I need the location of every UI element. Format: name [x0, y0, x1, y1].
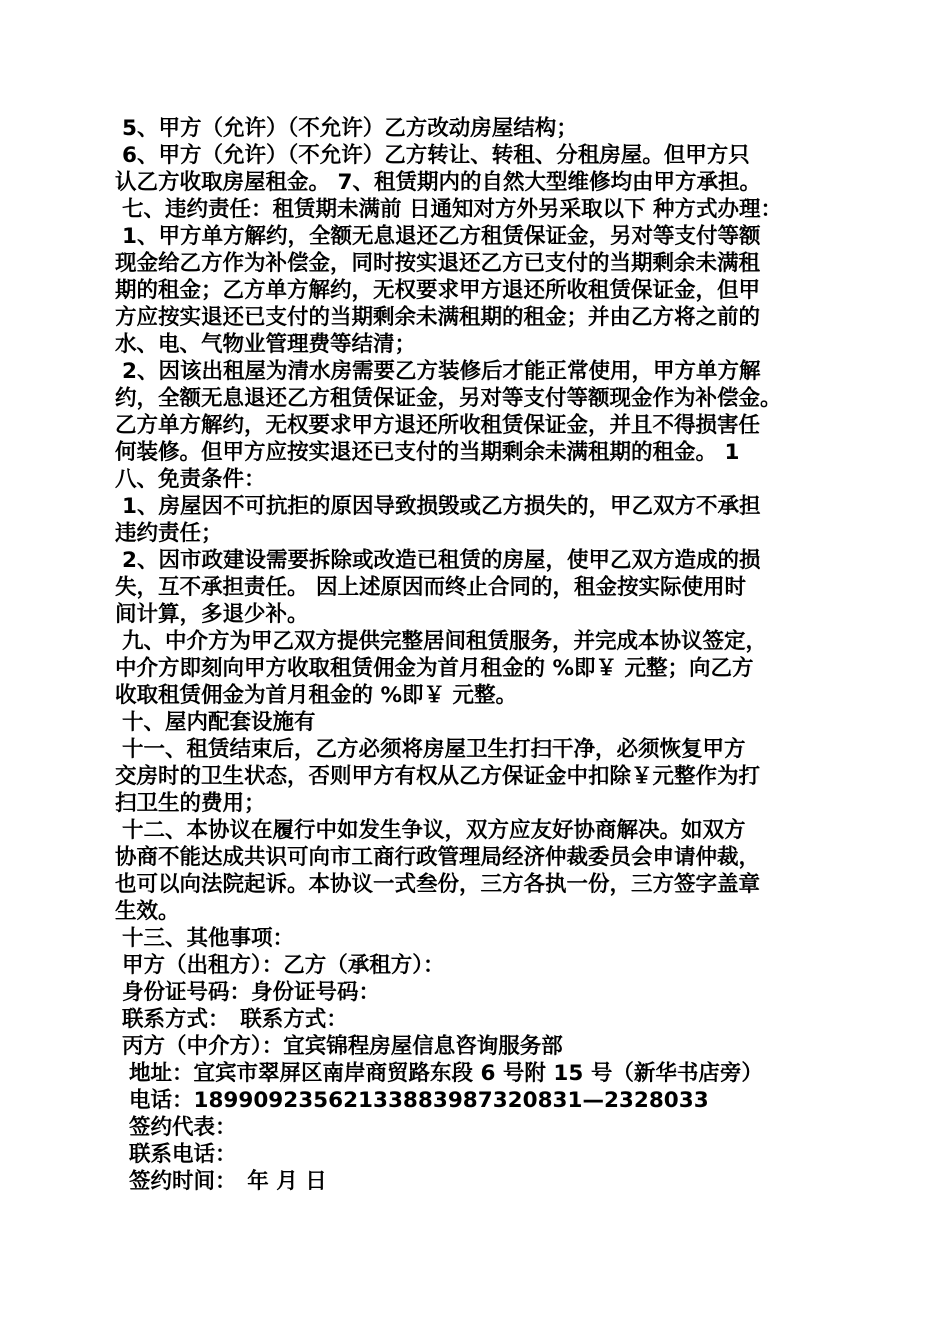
clause-6: 6、甲方（允许）（不允许）乙方转让、转租、分租房屋。但甲方只 [122, 143, 750, 168]
section-7-item-2-cont: 何装修。但甲方应按实退还已支付的当期剩余未满租期的租金。 1 [115, 440, 740, 465]
clause-5: 5、甲方（允许）（不允许）乙方改动房屋结构； [122, 116, 578, 141]
clause-6-cont: 认乙方收取房屋租金。 7、租赁期内的自然大型维修均由甲方承担。 [115, 170, 761, 195]
section-12-cont: 也可以向法院起诉。本协议一式叁份，三方各执一份，三方签字盖章 [115, 872, 761, 897]
section-9-cont: 中介方即刻向甲方收取租赁佣金为首月租金的 %即￥ 元整；向乙方 [115, 656, 754, 681]
section-12: 十二、本协议在履行中如发生争议，双方应友好协商解决。如双方 [122, 818, 746, 843]
contract-text [115, 115, 845, 1195]
party-c-label: 丙方（中介方）：宜宾锦程房屋信息咨询服务部 [122, 1034, 563, 1059]
contact-label: 联系方式： 联系方式： [122, 1007, 348, 1032]
section-7-item-1-cont: 水、电、气物业管理费等结清； [115, 332, 417, 357]
section-8-item-2: 2、因市政建设需要拆除或改造已租赁的房屋，使甲乙双方造成的损 [122, 548, 761, 573]
section-7-item-2-cont: 约，全额无息退还乙方租赁保证金，另对等支付等额现金作为补偿金。 [115, 386, 782, 411]
section-9-cont: 收取租赁佣金为首月租金的 %即￥ 元整。 [115, 683, 518, 708]
section-11-cont: 扫卫生的费用； [115, 791, 266, 816]
id-number-label: 身份证号码：身份证号码： [122, 980, 381, 1005]
section-7-item-1-cont: 方应按实退还已支付的当期剩余未满租期的租金；并由乙方将之前的 [115, 305, 761, 330]
section-8-item-2-cont: 间计算，多退少补。 [115, 602, 309, 627]
section-11: 十一、租赁结束后，乙方必须将房屋卫生打扫干净，必须恢复甲方 [122, 737, 746, 762]
contact-phone-label: 联系电话： [129, 1142, 237, 1167]
section-12-cont: 生效。 [115, 899, 180, 924]
signing-date-label: 签约时间： 年 月 日 [129, 1169, 327, 1194]
signing-rep-label: 签约代表： [129, 1115, 237, 1140]
section-10: 十、屋内配套设施有 [122, 710, 316, 735]
section-7-item-1-cont: 期的租金；乙方单方解约，无权要求甲方退还所收租赁保证金，但甲 [115, 278, 761, 303]
party-a-b-label: 甲方（出租方）：乙方（承租方）： [122, 953, 445, 978]
section-8-item-1-cont: 违约责任； [115, 521, 223, 546]
section-12-cont: 协商不能达成共识可向市工商行政管理局经济仲裁委员会申请仲裁， [115, 845, 761, 870]
section-8-heading: 八、免责条件： [115, 467, 266, 492]
phone-line: 电话：18990923562133883987320831—2328033 [129, 1088, 709, 1113]
section-11-cont: 交房时的卫生状态，否则甲方有权从乙方保证金中扣除￥元整作为打 [115, 764, 761, 789]
section-7-heading: 七、违约责任：租赁期未满前 日通知对方外另采取以下 种方式办理： [122, 197, 782, 222]
section-7-item-1: 1、甲方单方解约，全额无息退还乙方租赁保证金，另对等支付等额 [122, 224, 761, 249]
section-7-item-2: 2、因该出租屋为清水房需要乙方装修后才能正常使用，甲方单方解 [122, 359, 761, 384]
address-line: 地址：宜宾市翠屏区南岸商贸路东段 6 号附 15 号（新华书店旁） [129, 1061, 763, 1086]
section-7-item-1-cont: 现金给乙方作为补偿金，同时按实退还乙方已支付的当期剩余未满租 [115, 251, 761, 276]
section-8-item-2-cont: 失，互不承担责任。 因上述原因而终止合同的，租金按实际使用时 [115, 575, 746, 600]
section-9: 九、中介方为甲乙双方提供完整居间租赁服务，并完成本协议签定， [122, 629, 768, 654]
section-8-item-1: 1、房屋因不可抗拒的原因导致损毁或乙方损失的，甲乙双方不承担 [122, 494, 761, 519]
section-13: 十三、其他事项： [122, 926, 295, 951]
section-7-item-2-cont: 乙方单方解约，无权要求甲方退还所收租赁保证金，并且不得损害任 [115, 413, 761, 438]
